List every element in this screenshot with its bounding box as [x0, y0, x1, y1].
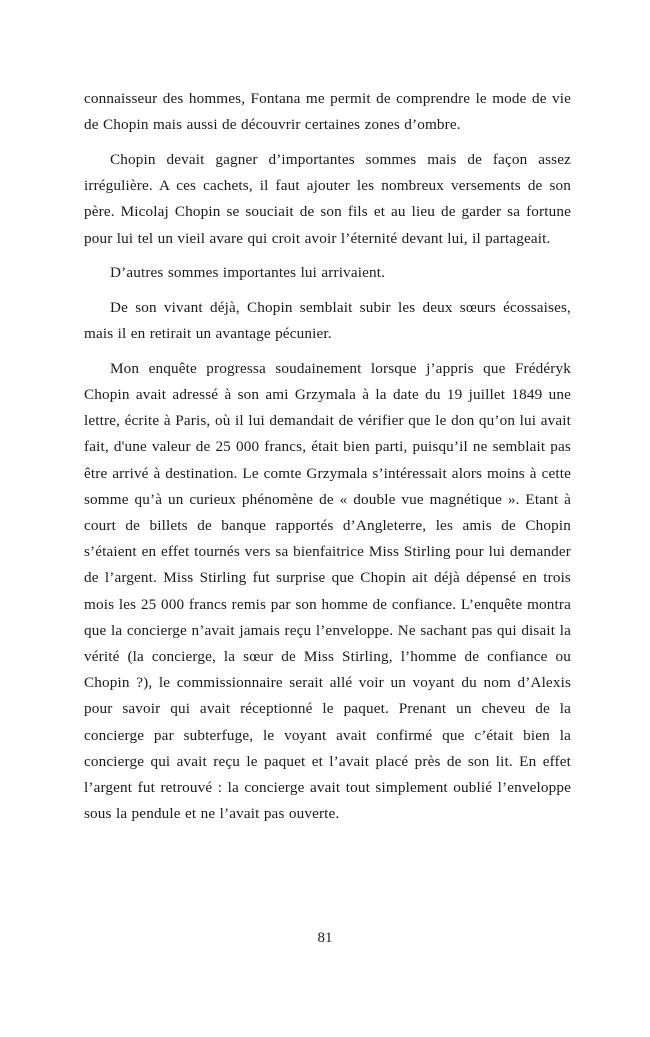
paragraph: Mon enquête progressa soudainement lorsque j’appris que Frédéryk Chopin avait adressé à son ami Grzymala à la date du 19 juillet 1849 une lettre, écrite à Paris, où il lui demandait de vérifier que le don qu’on lui avait fait, d'une valeur de 25 000 francs, était bien parti, puisqu’il ne semblait pas être arrivé à destination. Le comte Grzymala s’intéressait alors moins à cette somme qu’à un curieux phénomène de « double vue magnétique ». Etant à court de billets de banque rapportés d’Angleterre, les amis de Chopin s’étaient en effet tournés vers sa bienfaitrice Miss Stirling pour lui demander de l’argent. Miss Stirling fut surprise que Chopin ait déjà dépensé en trois mois les 25 000 francs remis par son homme de confiance. L’enquête montra que la concierge n’avait jamais reçu l’enveloppe. Ne sachant pas qui disait la vérité (la concierge, la sœur de Miss Stirling, l’homme de confiance ou Chopin ?), le commissionnaire serait allé voir un voyant du nom d’Alexis pour savoir qui avait réceptionné le paquet. Prenant un cheveu de la concierge par subterfuge, le voyant avait confirmé que c’était bien la concierge qui avait reçu le paquet et l’avait placé près de son lit. En effet l’argent fut retrouvé : la concierge avait tout simplement oublié l’enveloppe sous la pendule et ne l’avait pas ouverte. — [84, 359, 571, 823]
paragraph: De son vivant déjà, Chopin semblait subir les deux sœurs écossaises, mais il en retirait un avantage pécunier. — [84, 298, 571, 343]
paragraph: D’autres sommes importantes lui arrivaient. — [110, 264, 386, 282]
paragraph: connaisseur des hommes, Fontana me permit de comprendre le mode de vie de Chopin mais aussi de découvrir certaines zones d’ombre. — [84, 90, 571, 134]
page-number: 81 — [317, 930, 333, 946]
paragraph: Chopin devait gagner d’importantes sommes mais de façon assez irrégulière. A ces cachets, il faut ajouter les nombreux versements de son père. Micolaj Chopin se souciait de son fils et au lieu de garder sa fortune pour lui tel un vieil avare qui croit avoir l’éternité devant lui, il partageait. — [84, 150, 571, 247]
body-text — [84, 86, 571, 827]
